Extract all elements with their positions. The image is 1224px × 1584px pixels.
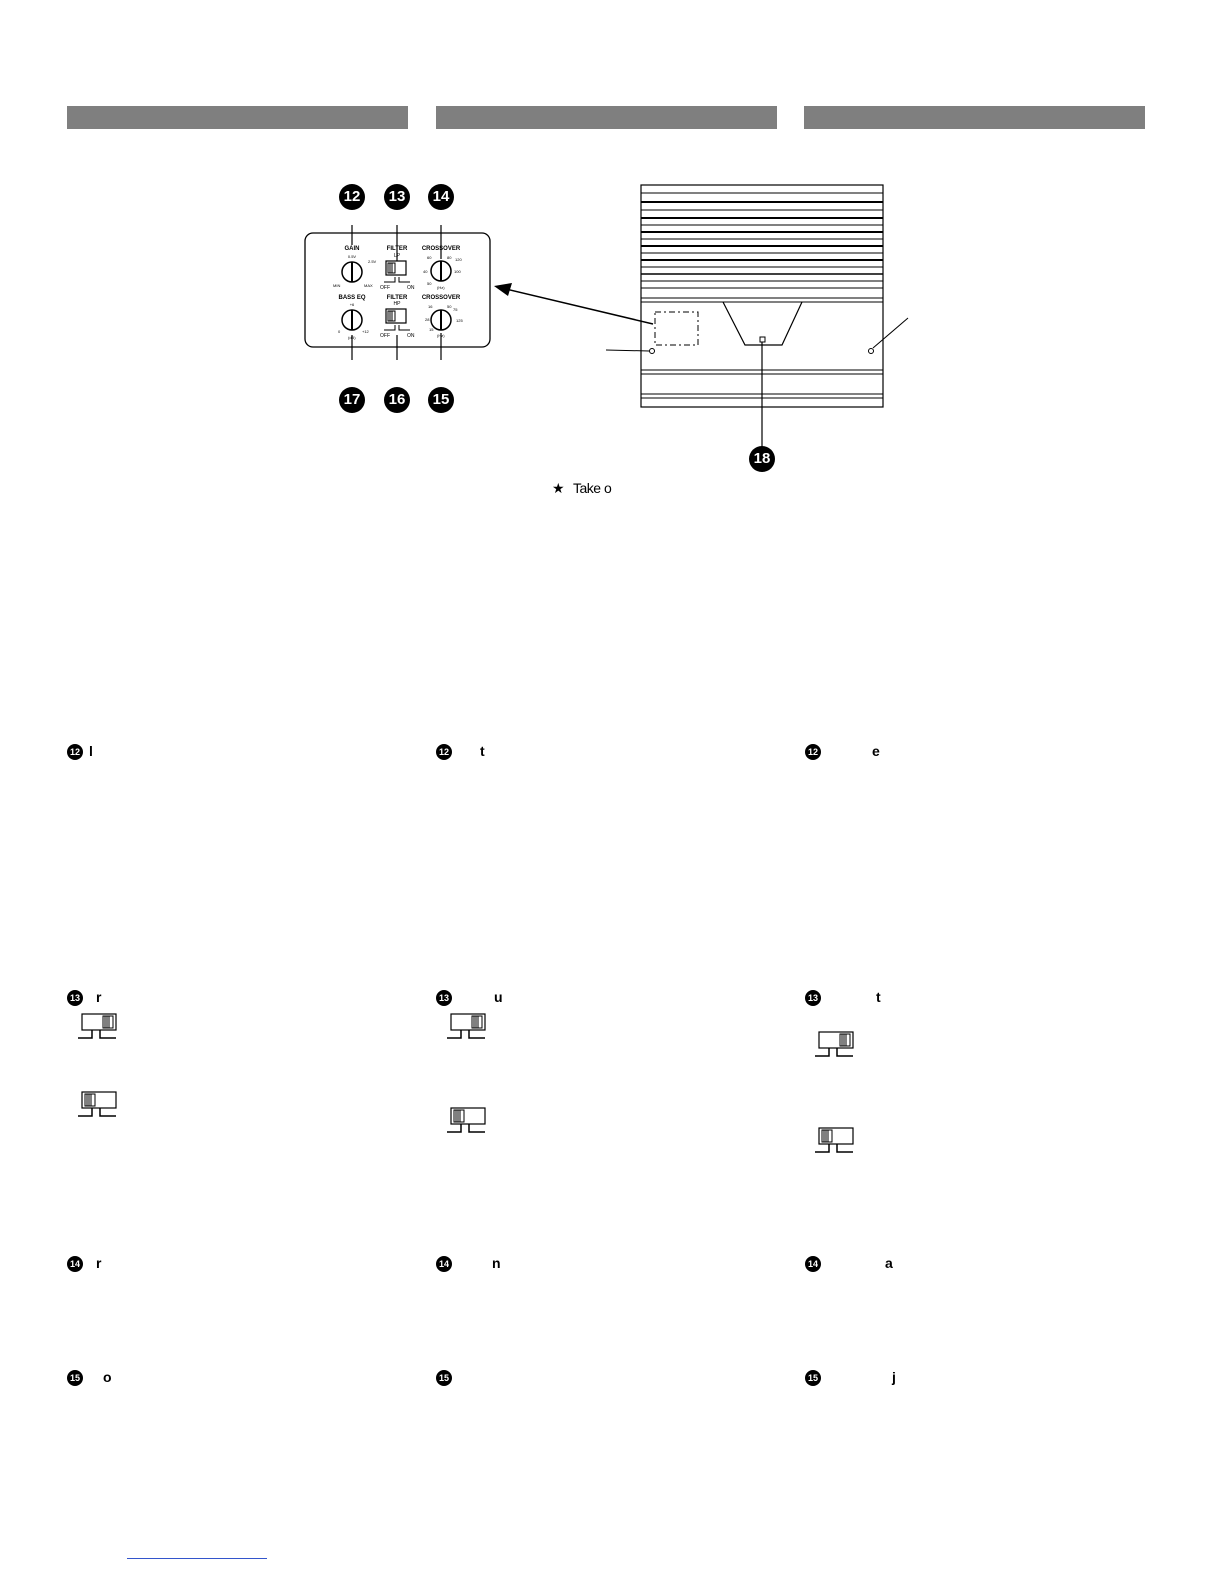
svg-text:CROSSOVER: CROSSOVER [421,295,461,301]
svg-text:60: 60 [427,255,432,260]
svg-text:FILTER: FILTER [386,246,408,252]
column-3-item-15-text: j [892,1369,896,1385]
item-number-15: 15 [67,1370,83,1386]
column-2-item-14-text: n [492,1255,501,1271]
svg-text:16: 16 [428,304,433,309]
item-number-13: 13 [67,990,83,1006]
svg-text:75: 75 [453,307,458,312]
callout-17: 17 [339,387,365,413]
svg-text:FILTER: FILTER [386,295,408,301]
item-number-12: 12 [805,744,821,760]
column-1-item-15-text: o [103,1369,112,1385]
header-bar-column-3 [804,106,1145,129]
item-number-12: 12 [67,744,83,760]
item-number-13: 13 [436,990,452,1006]
svg-text:OFF: OFF [380,333,390,339]
item-number-14: 14 [805,1256,821,1272]
svg-text:CROSSOVER: CROSSOVER [421,246,461,252]
column-1-item-14-text: r [96,1255,102,1271]
footer-link-underline[interactable] [127,1558,267,1559]
svg-text:+12: +12 [362,329,369,334]
svg-text:125: 125 [456,318,463,323]
svg-text:(Hz): (Hz) [437,333,445,338]
svg-text:0: 0 [338,329,341,334]
svg-text:40: 40 [423,269,428,274]
switch-on-icon [76,1012,120,1040]
column-2-item-13-text: u [494,989,503,1005]
svg-text:80: 80 [447,255,452,260]
header-bar-column-1 [67,106,408,129]
svg-text:OFF: OFF [380,285,390,291]
svg-text:(Hz): (Hz) [437,285,445,290]
switch-off-icon [813,1126,857,1154]
callout-15: 15 [428,387,454,413]
column-1-item-13-text: r [96,989,102,1005]
column-3-item-14-text: a [885,1255,893,1271]
svg-text:(dB): (dB) [348,335,356,340]
callout-13: 13 [384,184,410,210]
callout-16: 16 [384,387,410,413]
item-number-15: 15 [436,1370,452,1386]
callout-12: 12 [339,184,365,210]
switch-on-icon [813,1030,857,1058]
svg-text:ON: ON [407,333,415,339]
svg-text:MIN: MIN [333,283,341,288]
svg-text:50: 50 [447,304,452,309]
svg-text:0.5V: 0.5V [347,254,357,259]
callout-14: 14 [428,184,454,210]
switch-on-icon [445,1012,489,1040]
callout-18: 18 [749,446,775,472]
column-3-item-13-text: t [876,989,881,1005]
svg-text:HP: HP [393,301,401,307]
svg-text:50: 50 [427,281,432,286]
column-3-item-12-text: e [872,743,880,759]
switch-off-icon [76,1090,120,1118]
svg-text:2.5V: 2.5V [368,259,377,264]
svg-text:120: 120 [455,257,462,262]
svg-text:BASS EQ: BASS EQ [338,295,366,301]
svg-text:28: 28 [425,317,430,322]
item-number-13: 13 [805,990,821,1006]
item-number-14: 14 [436,1256,452,1272]
svg-text:100: 100 [454,269,461,274]
item-number-15: 15 [805,1370,821,1386]
control-panel-svg [300,225,500,360]
column-1-item-12-text: l [89,743,93,759]
svg-text:+6: +6 [349,302,355,307]
switch-off-icon [445,1106,489,1134]
svg-text:15: 15 [429,327,434,332]
item-number-14: 14 [67,1256,83,1272]
gain-title: GAIN [344,246,360,252]
note-text: Take o [573,480,612,496]
amplifier-illustration [490,180,910,480]
item-number-12: 12 [436,744,452,760]
svg-text:MAX: MAX [364,283,373,288]
svg-text:ON: ON [407,285,415,291]
svg-text:LP: LP [393,253,401,259]
note-star-icon: ★ [552,480,565,496]
header-bar-column-2 [436,106,777,129]
column-2-item-12-text: t [480,743,485,759]
